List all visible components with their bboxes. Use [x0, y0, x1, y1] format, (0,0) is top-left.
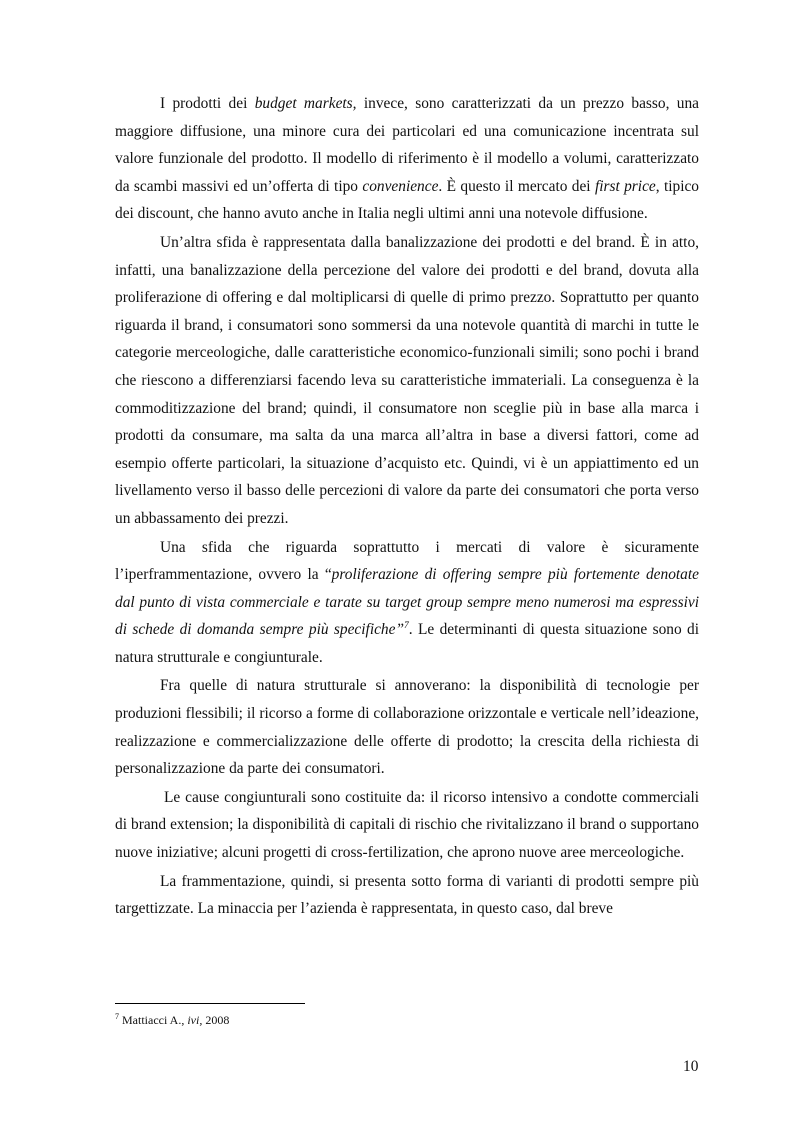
paragraph — [115, 784, 699, 867]
text-segment: . Le determinanti di questa situazione sono di natura strutturale e congiunturale. — [115, 621, 700, 666]
text-segment: first price — [594, 177, 656, 195]
footnote-number: 7 — [115, 1012, 119, 1021]
footnote-ref: ivi, — [187, 1013, 203, 1027]
paragraph — [115, 868, 699, 923]
text-segment: La frammentazione, quindi, si presenta sotto forma di varianti di prodotti sempre più targettizzate. La minaccia per l’azienda è rappresentata, in questo caso, dal breve — [115, 872, 699, 918]
text-segment: Una sfida che riguarda soprattutto i mercati di valore è sicuramente l’iperframmentazione, ovvero la “ — [115, 538, 699, 584]
paragraph — [115, 672, 699, 782]
text-segment: Un’altra sfida è rappresentata dalla banalizzazione dei prodotti e del brand. È in atto, infatti, una banalizzazione della percezione del valore dei prodotti e del brand, dovuta alla proliferazione di offering e dal moltiplicarsi di quelle di primo prezzo. Soprattutto per quanto riguarda il brand, i consumatori sono sommersi da una notevole quantità di marchi in tutte le categorie merceologiche, dalle caratteristiche economico-funzionali simili; sono pochi i brand che riescono a differenziarsi facendo leva su caratteristiche immateriali. La conseguenza è la commoditizzazione del brand; quindi, il consumatore non sceglie più in base alla marca i prodotti da consumare, ma salta da una marca all’altra in base a diversi fattori, come ad esempio offerte particolari, la situazione d’acquisto etc. Quindi, vi è un appiattimento ed un livellamento verso il basso delle percezioni di valore da parte dei consumatori che porta verso un abbassamento dei prezzi. — [115, 233, 699, 527]
paragraph — [115, 90, 699, 228]
paragraph — [115, 534, 699, 672]
text-segment: proliferazione di offering sempre più fortemente denotate dal punto di vista commerciale e tarate su target group sempre meno numerosi ma espressivi di schede di domanda sempre più specifiche” — [115, 566, 699, 639]
footnote-separator — [115, 1003, 305, 1004]
footnote-author: Mattiacci A., — [119, 1013, 188, 1027]
text-segment: Le cause congiunturali sono costituite da: il ricorso intensivo a condotte commerciali di brand extension; la disponibilità di capitali di rischio che rivitalizzano il brand o supportano nuove iniziative; alcuni progetti di cross-fertilization, che aprono nuove aree merceologiche. — [115, 788, 699, 862]
text-segment: invece, sono caratterizzati da un prezzo basso, una maggiore diffusione, una minore cura dei particolari ed una comunicazione incentrata sul valore funzionale del prodotto. Il modello di riferimento è il modello a volumi, caratterizzato da scambi massivi ed un’offerta di tipo — [115, 95, 699, 195]
page-number: 10 — [683, 1058, 699, 1075]
text-segment: convenience — [362, 177, 439, 195]
footnote-year: 2008 — [202, 1013, 230, 1027]
text-segment: . È questo il mercato dei — [438, 177, 595, 195]
text-segment: , tipico dei discount, che hanno avuto anche in Italia negli ultimi anni una notevole diffusione. — [115, 177, 699, 223]
footnote — [115, 1013, 229, 1028]
body-text — [115, 90, 699, 924]
text-segment: I prodotti dei — [160, 95, 255, 112]
text-segment: Fra quelle di natura strutturale si annoverano: la disponibilità di tecnologie per produzioni flessibili; il ricorso a forme di collaborazione orizzontale e verticale nell’ideazione, realizzazione e commercializzazione delle offerte di prodotto; la crescita della richiesta di personalizzazione da parte dei consumatori. — [115, 677, 699, 778]
footnote-reference: 7 — [404, 621, 409, 632]
text-segment: budget markets, — [254, 95, 357, 112]
paragraph — [115, 229, 699, 533]
